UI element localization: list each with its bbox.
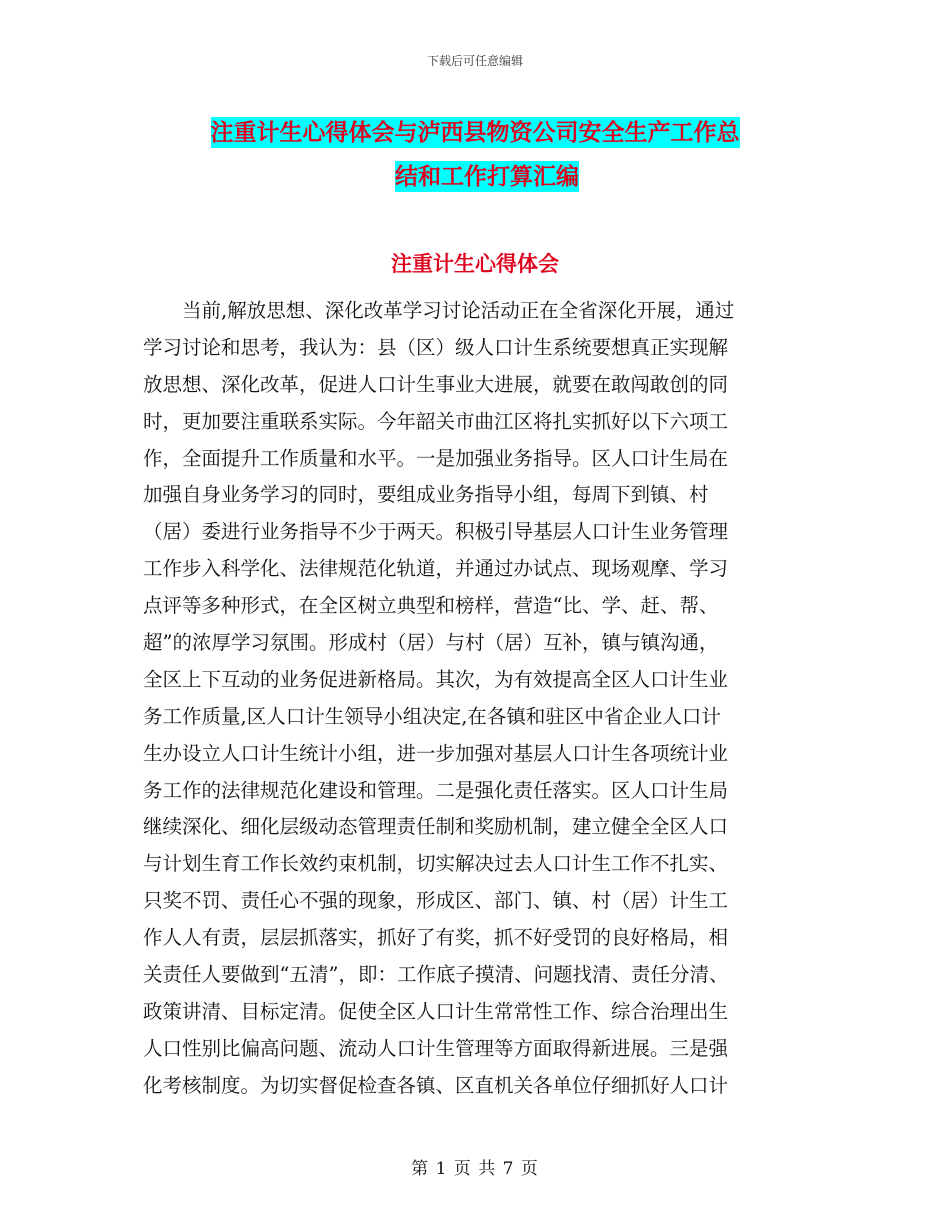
body-line: 加强自身业务学习的同时，要组成业务指导小组，每周下到镇、村	[143, 483, 709, 507]
title-highlight: 结和工作打算汇编	[395, 163, 579, 190]
body-line: 只奖不罚、责任心不强的现象，形成区、部门、镇、村（居）计生工	[143, 889, 729, 913]
body-line: 学习讨论和思考，我认为：县（区）级人口计生系统要想真正实现解	[143, 335, 729, 359]
body-line: 人口性别比偏高问题、流动人口计生管理等方面取得新进展。三是强	[143, 1036, 729, 1060]
body-line: 政策讲清、目标定清。促使全区人口计生常常性工作、综合治理出生	[143, 999, 729, 1023]
body-text	[143, 293, 815, 1105]
body-line: 与计划生育工作长效约束机制，切实解决过去人口计生工作不扎实、	[143, 852, 729, 876]
body-line: 务工作质量,区人口计生领导小组决定,在各镇和驻区中省企业人口计	[143, 704, 721, 728]
document-title-line-1	[0, 114, 950, 147]
body-line: （居）委进行业务指导不少于两天。积极引导基层人口计生业务管理	[143, 520, 729, 544]
body-line: 务工作的法律规范化建设和管理。二是强化责任落实。区人口计生局	[143, 778, 729, 802]
body-line: 点评等多种形式，在全区树立典型和榜样，营造“比、学、赶、帮、	[143, 594, 719, 618]
page-footer: 第 1 页 共 7 页	[411, 1159, 539, 1179]
body-line: 全区上下互动的业务促进新格局。其次，为有效提高全区人口计生业	[143, 667, 729, 691]
body-line: 生办设立人口计生统计小组，进一步加强对基层人口计生各项统计业	[143, 741, 729, 765]
body-line: 工作步入科学化、法律规范化轨道，并通过办试点、现场观摩、学习	[143, 557, 729, 581]
body-line: 时，更加要注重联系实际。今年韶关市曲江区将扎实抓好以下六项工	[143, 409, 729, 433]
body-line: 继续深化、细化层级动态管理责任制和奖励机制，建立健全全区人口	[143, 815, 729, 839]
body-line: 化考核制度。为切实督促检查各镇、区直机关各单位仔细抓好人口计	[143, 1073, 729, 1097]
title-highlight: 注重计生心得体会与泸西县物资公司安全生产工作总	[210, 119, 740, 146]
body-line: 作，全面提升工作质量和水平。一是加强业务指导。区人口计生局在	[143, 446, 729, 470]
document-title-line-2	[12, 158, 950, 191]
body-line: 作人人有责，层层抓落实，抓好了有奖，抓不好受罚的良好格局，相	[143, 926, 729, 950]
body-line: 超”的浓厚学习氛围。形成村（居）与村（居）互补，镇与镇沟通，	[143, 631, 719, 655]
body-line: 当前,解放思想、深化改革学习讨论活动正在全省深化开展，通过	[143, 299, 735, 322]
body-line: 关责任人要做到“五清”，即：工作底子摸清、问题找清、责任分清、	[143, 963, 729, 987]
section-title: 注重计生心得体会	[391, 251, 559, 276]
body-line: 放思想、深化改革，促进人口计生事业大进展，就要在敢闯敢创的同	[143, 372, 729, 396]
header-note: 下载后可任意编辑	[426, 54, 523, 68]
